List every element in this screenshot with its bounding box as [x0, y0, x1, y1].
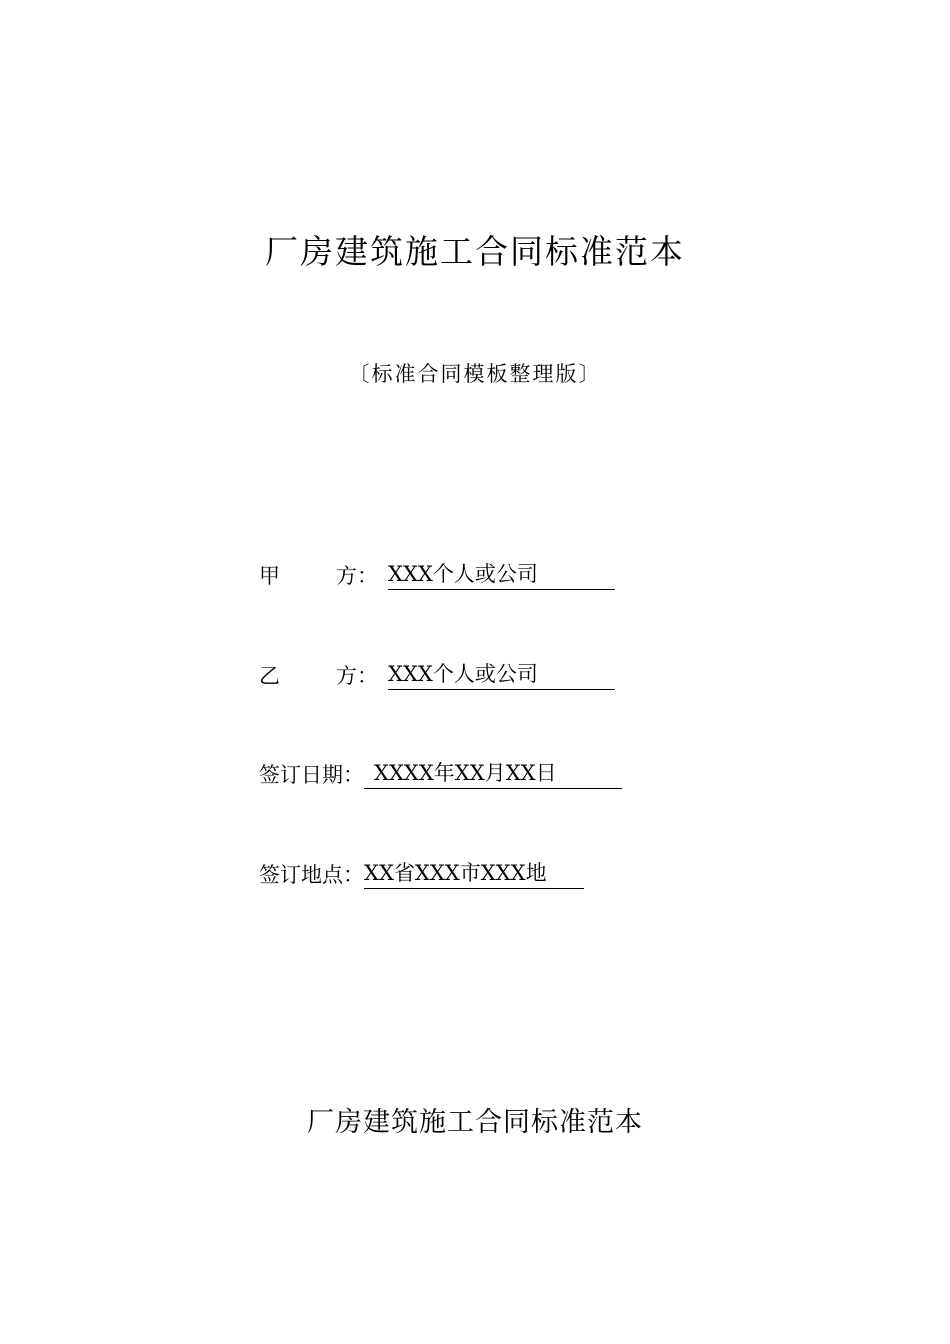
- party-a-label-suffix: 方：: [336, 564, 378, 588]
- party-b-label-char: 乙: [259, 664, 280, 688]
- party-b-label-suffix: 方：: [336, 664, 378, 688]
- sign-date-value: XXXX年XX月XX日: [364, 758, 622, 789]
- party-a-value: XXX个人或公司: [388, 559, 615, 590]
- party-a-field: [259, 559, 615, 593]
- footer-title: 厂房建筑施工合同标准范本: [307, 1107, 643, 1138]
- sign-place-value: XX省XXX市XXX地: [364, 858, 584, 889]
- document-title: 厂房建筑施工合同标准范本: [265, 232, 685, 271]
- sign-date-label: 签订日期：: [259, 763, 364, 787]
- sign-place-field: [259, 858, 584, 892]
- party-b-field: [259, 659, 615, 693]
- sign-place-label: 签订地点：: [259, 863, 364, 887]
- document-subtitle: 〔标准合同模板整理版〕: [348, 362, 602, 386]
- party-a-label-char: 甲: [259, 564, 280, 588]
- party-b-value: XXX个人或公司: [388, 659, 615, 690]
- party-a-label: [259, 559, 388, 593]
- party-b-label: [259, 659, 388, 693]
- sign-date-field: [259, 758, 622, 792]
